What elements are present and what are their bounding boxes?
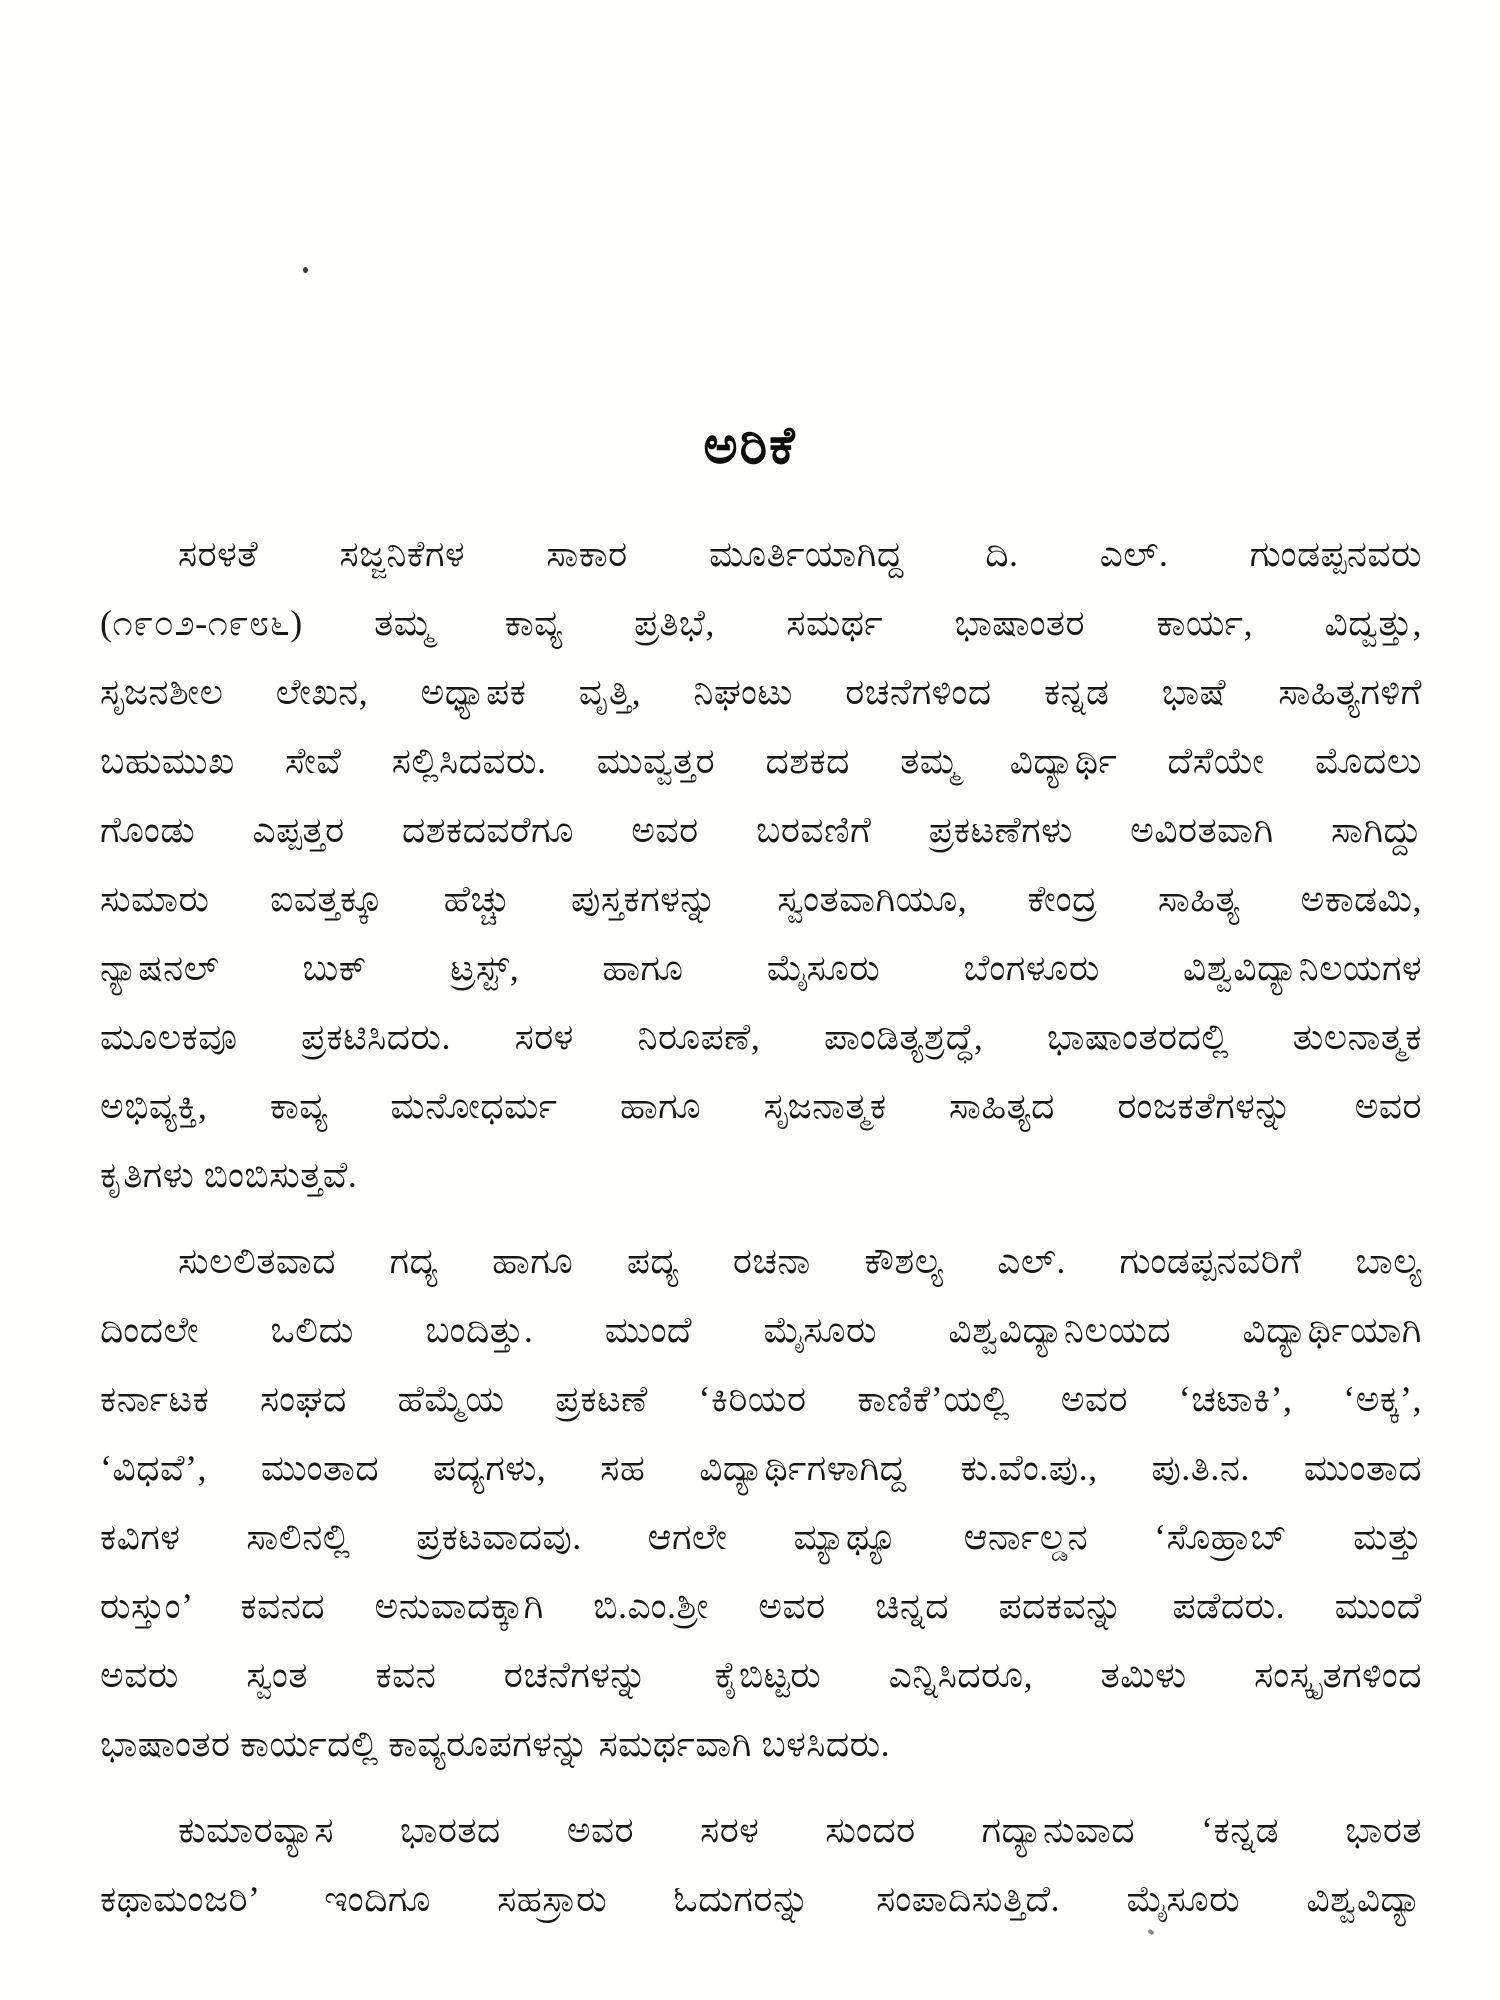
page-title: ಅರಿಕೆ — [703, 417, 797, 475]
text-line: ದಿಂದಲೇ ಒಲಿದು ಬಂದಿತ್ತು. ಮುಂದೆ ಮೈಸೂರು ವಿಶ್ವವಿದ್ಯಾನಿಲಯದ ವಿದ್ಯಾರ್ಥಿಯಾಗಿ — [100, 1310, 1422, 1350]
paragraph-1 — [100, 520, 1422, 1210]
text-line: ಕೃತಿಗಳು ಬಿಂಬಿಸುತ್ತವೆ. — [100, 1155, 358, 1195]
text-line: ಸೃಜನಶೀಲ ಲೇಖನ, ಅಧ್ಯಾಪಕ ವೃತ್ತಿ, ನಿಘಂಟು ರಚನೆಗಳಿಂದ ಕನ್ನಡ ಭಾಷೆ ಸಾಹಿತ್ಯಗಳಿಗೆ — [100, 672, 1422, 712]
text-line: ಕರ್ನಾಟಕ ಸಂಘದ ಹೆಮ್ಮೆಯ ಪ್ರಕಟಣೆ ‘ಕಿರಿಯರ ಕಾಣಿಕೆ’ಯಲ್ಲಿ ಅವರ ‘ಚಟಾಕಿ’, ‘ಅಕ್ಕ’, — [100, 1379, 1422, 1419]
text-line: (೧೯೦೨-೧೯೮೬) ತಮ್ಮ ಕಾವ್ಯ ಪ್ರತಿಭೆ, ಸಮರ್ಥ ಭಾಷಾಂತರ ಕಾರ್ಯ, ವಿದ್ವತ್ತು, — [100, 603, 1422, 643]
text-line: ಸುಲಲಿತವಾದ ಗದ್ಯ ಹಾಗೂ ಪದ್ಯ ರಚನಾ ಕೌಶಲ್ಯ ಎಲ್. ಗುಂಡಪ್ಪನವರಿಗೆ ಬಾಲ್ಯ — [178, 1241, 1422, 1281]
text-line: ಅವರು ಸ್ವಂತ ಕವನ ರಚನೆಗಳನ್ನು ಕೈಬಿಟ್ಟರು ಎನ್ನಿಸಿದರೂ, ತಮಿಳು ಸಂಸ್ಕೃತಗಳಿಂದ — [100, 1655, 1422, 1695]
text-line: ನ್ಯಾಷನಲ್ ಬುಕ್ ಟ್ರಸ್ಟ್, ಹಾಗೂ ಮೈಸೂರು ಬೆಂಗಳೂರು ವಿಶ್ವವಿದ್ಯಾನಿಲಯಗಳ — [100, 948, 1422, 988]
text-line: ಬಹುಮುಖ ಸೇವೆ ಸಲ್ಲಿಸಿದವರು. ಮುವ್ವತ್ತರ ದಶಕದ ತಮ್ಮ ವಿದ್ಯಾರ್ಥಿ ದೆಸೆಯೇ ಮೊದಲು — [100, 741, 1422, 781]
text-line: ‘ವಿಧವೆ’, ಮುಂತಾದ ಪದ್ಯಗಳು, ಸಹ ವಿದ್ಯಾರ್ಥಿಗಳಾಗಿದ್ದ ಕು.ವೆಂ.ಪು., ಪು.ತಿ.ನ. ಮುಂತಾದ — [100, 1448, 1422, 1488]
text-line: ಸುಮಾರು ಐವತ್ತಕ್ಕೂ ಹೆಚ್ಚು ಪುಸ್ತಕಗಳನ್ನು ಸ್ವಂತವಾಗಿಯೂ, ಕೇಂದ್ರ ಸಾಹಿತ್ಯ ಅಕಾಡಮಿ, — [100, 879, 1422, 919]
text-line: ಸರಳತೆ ಸಜ್ಜನಿಕೆಗಳ ಸಾಕಾರ ಮೂರ್ತಿಯಾಗಿದ್ದ ದಿ. ಎಲ್. ಗುಂಡಪ್ಪನವರು — [178, 534, 1422, 574]
text-line: ಕುಮಾರವ್ಯಾಸ ಭಾರತದ ಅವರ ಸರಳ ಸುಂದರ ಗದ್ಯಾನುವಾದ ‘ಕನ್ನಡ ಭಾರತ — [178, 1810, 1422, 1850]
page-body — [100, 520, 1422, 1951]
text-line: ಅಭಿವ್ಯಕ್ತಿ, ಕಾವ್ಯ ಮನೋಧರ್ಮ ಹಾಗೂ ಸೃಜನಾತ್ಮಕ ಸಾಹಿತ್ಯದ ರಂಜಕತೆಗಳನ್ನು ಅವರ — [100, 1086, 1422, 1126]
text-line: ಕಥಾಮಂಜರಿ’ ಇಂದಿಗೂ ಸಹಸ್ರಾರು ಓದುಗರನ್ನು ಸಂಪಾದಿಸುತ್ತಿದೆ. ಮೈಸೂರು ವಿಶ್ವವಿದ್ಯಾ — [100, 1879, 1422, 1919]
text-line: ರುಸ್ತುಂ’ ಕವನದ ಅನುವಾದಕ್ಕಾಗಿ ಬಿ.ಎಂ.ಶ್ರೀ ಅವರ ಚಿನ್ನದ ಪದಕವನ್ನು ಪಡೆದರು. ಮುಂದೆ — [100, 1586, 1422, 1626]
text-line: ಕವಿಗಳ ಸಾಲಿನಲ್ಲಿ ಪ್ರಕಟವಾದವು. ಆಗಲೇ ಮ್ಯಾಥ್ಯೂ ಆರ್ನಾಲ್ಡನ ‘ಸೊಹ್ರಾಬ್ ಮತ್ತು — [100, 1517, 1422, 1557]
text-line: ಭಾಷಾಂತರ ಕಾರ್ಯದಲ್ಲಿ ಕಾವ್ಯರೂಪಗಳನ್ನು ಸಮರ್ಥವಾಗಿ ಬಳಸಿದರು. — [100, 1724, 891, 1764]
text-line: ಮೂಲಕವೂ ಪ್ರಕಟಿಸಿದರು. ಸರಳ ನಿರೂಪಣೆ, ಪಾಂಡಿತ್ಯಶ್ರದ್ಧೆ, ಭಾಷಾಂತರದಲ್ಲಿ ತುಲನಾತ್ಮಕ — [100, 1017, 1422, 1057]
paragraph-2 — [100, 1227, 1422, 1779]
text-line: ಗೊಂಡು ಎಪ್ಪತ್ತರ ದಶಕದವರೆಗೂ ಅವರ ಬರವಣಿಗೆ ಪ್ರಕಟಣೆಗಳು ಅವಿರತವಾಗಿ ಸಾಗಿದ್ದು — [100, 810, 1422, 850]
scan-speck — [303, 267, 308, 273]
paragraph-3 — [100, 1796, 1422, 1934]
